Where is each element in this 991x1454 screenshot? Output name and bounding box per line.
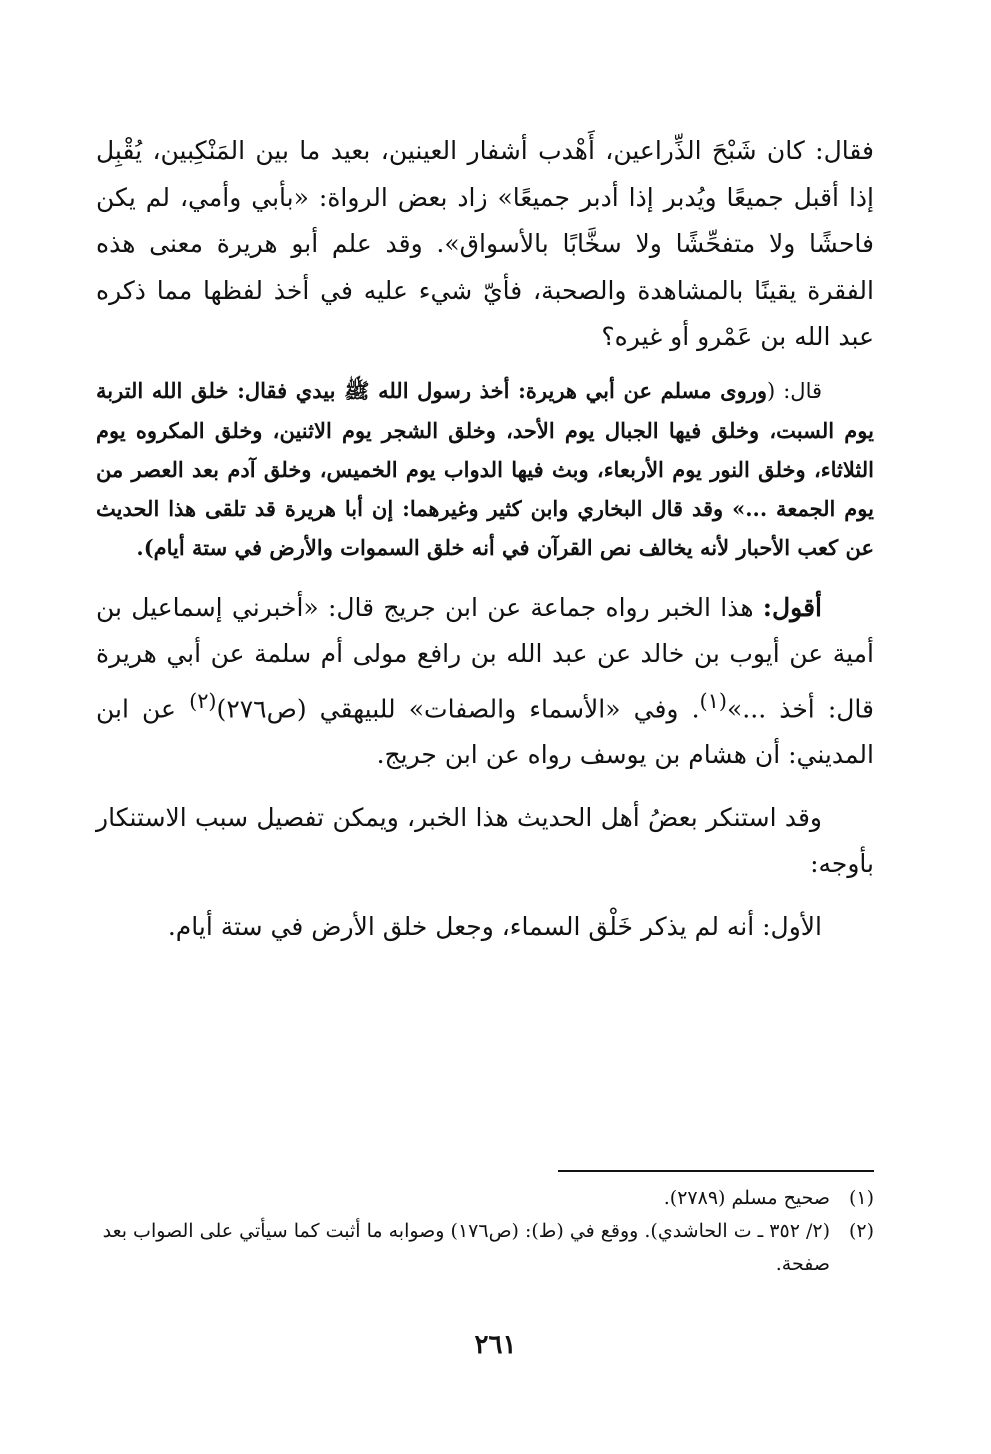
footnote-number: (١) [848, 1187, 874, 1209]
aqul-text-2: . وفي «الأسماء والصفات» للبيهقي (ص٢٧٦) [216, 693, 700, 723]
footnote-number: (٢) [848, 1220, 874, 1242]
aqul-text-3: عن ابن المديني: أن هشام بن يوسف رواه عن ابن جريج. [96, 693, 874, 770]
footnote-divider [558, 1170, 874, 1172]
footnote-ref-1[interactable]: (١) [699, 688, 727, 713]
footnotes [96, 1170, 874, 1281]
paragraph-hadith-description: فقال: كان شَبْحَ الذِّراعين، أَهْدب أشفار العينين، بعيد ما بين المَنْكِبين، يُقْبِل إذا أقبل جميعًا ويُدبر إذا أدبر جميعًا» زاد بعض الرواة: «بأبي وأمي، لم يكن فاحشًا ولا متفحِّشًا ولا سخَّابًا بالأسواق». وقد علم أبو هريرة معنى هذه الفقرة يقينًا بالمشاهدة والصحبة، فأيّ شيء عليه في أخذ لفظها مما ذكره عبد الله بن عَمْرو أو غيره؟ [96, 136, 874, 351]
paragraph-first-point: الأول: أنه لم يذكر خَلْق السماء، وجعل خلق الأرض في ستة أيام. [167, 911, 822, 941]
aqul-text: هذا الخبر رواه جماعة عن ابن جريج قال: «أخبرني إسماعيل بن أمية عن أيوب بن خالد عن عبد الله بن رافع مولى أم سلمة عن أبي هريرة قال: أخذ ...» [96, 592, 874, 723]
footnote-item [96, 1215, 874, 1281]
paragraph-aqul [96, 585, 874, 779]
footnote-text: (٢/ ٣٥٢ ـ ت الحاشدي). ووقع في (ط): (ص١٧٦) وصوابه ما أثبت كما سيأتي على الصواب بعد صفحة. [102, 1220, 830, 1275]
footnote-ref-2[interactable]: (٢) [189, 688, 217, 713]
quoted-passage [96, 371, 874, 567]
page-number: ٢٦١ [474, 1330, 517, 1360]
page-body [96, 128, 874, 950]
footnote-text: صحيح مسلم (٢٧٨٩). [663, 1187, 830, 1209]
paragraph-istinkar: وقد استنكر بعضُ أهل الحديث هذا الخبر، ويمكن تفصيل سبب الاستنكار بأوجه: [96, 802, 874, 879]
aqul-lead: أقول: [762, 592, 822, 622]
footnote-item [96, 1182, 874, 1215]
quote-text: وروى مسلم عن أبي هريرة: أخذ رسول الله ﷺ بيدي فقال: خلق الله التربة يوم السبت، وخلق فيها الجبال يوم الأحد، وخلق الشجر يوم الاثنين، وخلق المكروه يوم الثلاثاء، وخلق النور يوم الأربعاء، وبث فيها الدواب يوم الخميس، وخلق آدم بعد العصر من يوم الجمعة ...» وقد قال البخاري وابن كثير وغيرهما: إن أبا هريرة قد تلقى هذا الحديث عن كعب الأحبار لأنه يخالف نص القرآن في أنه خلق السموات والأرض في ستة أيام). [96, 377, 874, 560]
quote-lead: قال: ( [767, 378, 823, 403]
